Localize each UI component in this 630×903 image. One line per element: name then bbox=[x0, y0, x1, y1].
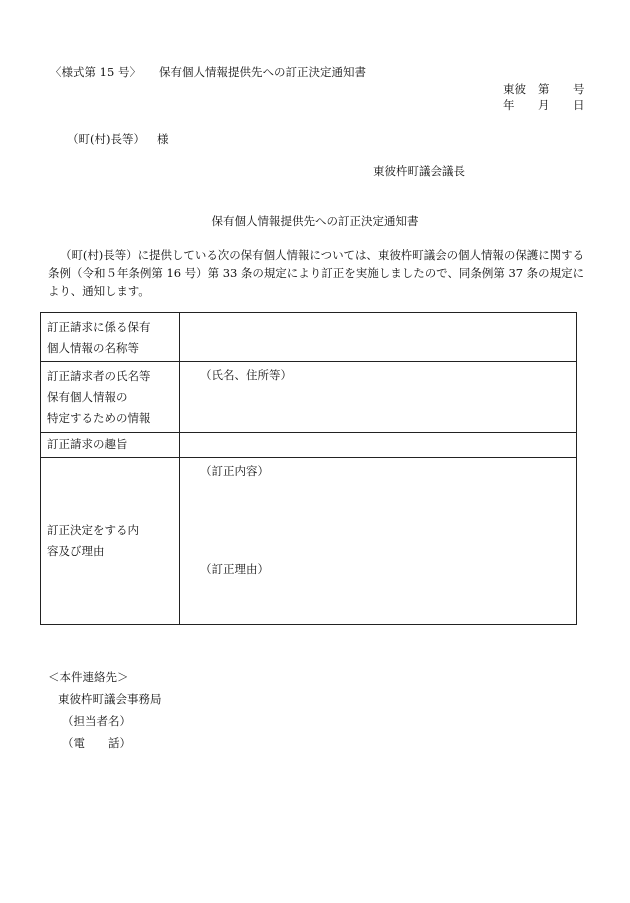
cell-note: （訂正内容） bbox=[200, 464, 269, 478]
row-label bbox=[41, 458, 180, 625]
label-line: 訂正請求の趣旨 bbox=[47, 437, 128, 451]
document-date bbox=[503, 99, 585, 113]
contact-heading: ＜本件連絡先＞ bbox=[48, 670, 129, 684]
date-month: 月 bbox=[538, 98, 550, 112]
label-line: 個人情報の名称等 bbox=[47, 341, 139, 355]
label-line: 訂正請求者の氏名等 bbox=[47, 369, 151, 383]
date-year: 年 bbox=[503, 98, 515, 112]
form-header bbox=[50, 66, 366, 80]
document-title: 保有個人情報提供先への訂正決定通知書 bbox=[211, 214, 419, 228]
form-title: 保有個人情報提供先への訂正決定通知書 bbox=[158, 65, 366, 79]
recipient-honorific: 様 bbox=[156, 132, 169, 146]
cell-note: （訂正理由） bbox=[200, 562, 269, 576]
recipient-name: （町(村)長等） bbox=[67, 132, 145, 146]
contact-block bbox=[48, 666, 162, 754]
label-line: 訂正請求に係る保有 bbox=[47, 320, 151, 334]
document-number bbox=[503, 83, 585, 97]
row-value bbox=[180, 313, 577, 362]
row-label bbox=[41, 313, 180, 362]
doc-number-prefix: 東彼 bbox=[503, 82, 526, 96]
table-row bbox=[41, 433, 577, 458]
cell-note: （氏名、住所等） bbox=[200, 368, 292, 382]
row-label bbox=[41, 362, 180, 433]
label-line: 保有個人情報の bbox=[47, 390, 128, 404]
date-day: 日 bbox=[573, 98, 585, 112]
table-row bbox=[41, 458, 577, 625]
label-line: 容及び理由 bbox=[47, 544, 105, 558]
contact-person: （担当者名） bbox=[62, 714, 131, 728]
label-line: 訂正決定をする内 bbox=[47, 523, 139, 537]
table-row bbox=[41, 362, 577, 433]
form-number: 〈様式第 15 号〉 bbox=[50, 65, 141, 79]
contact-office: 東彼杵町議会事務局 bbox=[58, 692, 162, 706]
row-label bbox=[41, 433, 180, 458]
row-value bbox=[180, 362, 577, 433]
label-line: 特定するための情報 bbox=[47, 411, 151, 425]
body-text: （町(村)長等）に提供している次の保有個人情報については、東彼杵町議会の個人情報の保護に関する条例（令和５年条例第 16 号）第 33 条の規定により訂正を実施しましたので、同条例第 37 条の規定により、通知します。 bbox=[48, 248, 584, 298]
contact-phone: （電 話） bbox=[62, 736, 131, 750]
recipient bbox=[67, 133, 168, 147]
doc-number-dai: 第 bbox=[538, 82, 550, 96]
sender: 東彼杵町議会議長 bbox=[373, 164, 465, 178]
table-row bbox=[41, 313, 577, 362]
row-value bbox=[180, 458, 577, 625]
doc-number-go: 号 bbox=[573, 82, 585, 96]
row-value bbox=[180, 433, 577, 458]
decision-table bbox=[40, 312, 577, 625]
